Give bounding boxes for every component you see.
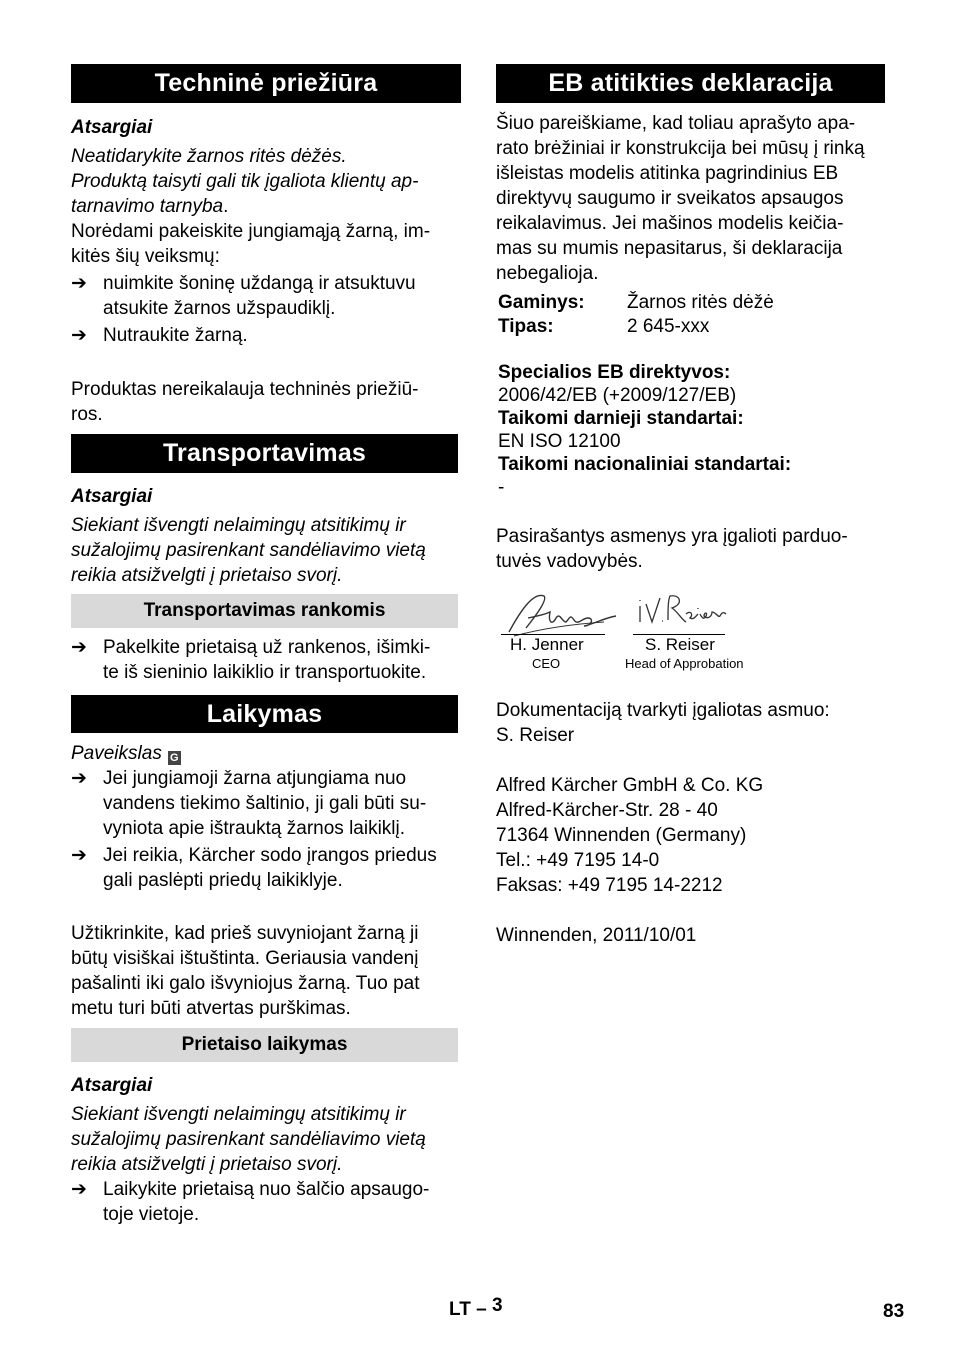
harmonised-label: Taikomi darnieji standartai:: [498, 408, 744, 429]
place-date: Winnenden, 2011/10/01: [496, 925, 697, 946]
arrow-right-icon: ➔: [71, 768, 87, 789]
signer-2-name: S. Reiser: [645, 635, 715, 654]
address-line: Alfred-Kärcher-Str. 28 - 40: [496, 800, 718, 821]
list-item-line: Laikykite prietaisą nuo šalčio apsaugo-: [103, 1179, 430, 1200]
list-item-line: vyniota apie ištrauktą žarnos laikiklį.: [103, 818, 406, 839]
intro-line: direktyvų saugumo ir sveikatos apsaugos: [496, 188, 844, 209]
caution-label: Atsargiai: [71, 486, 153, 507]
arrow-right-icon: ➔: [71, 845, 87, 866]
list-item-line: Jei jungiamoji žarna atjungiama nuo: [103, 768, 407, 789]
list-item-line: atsukite žarnos užspaudiklį.: [103, 298, 336, 319]
storage-note-line: metu turi būti atvertas purškimas.: [71, 998, 351, 1019]
signatories-note: [496, 524, 888, 574]
signer-2-role: Head of Approbation: [625, 656, 744, 671]
subheading-manual-transport: Transportavimas rankomis: [71, 594, 458, 628]
standards-block: [496, 361, 888, 499]
maintenance-note-line-1: Produktas nereikalauja techninės priežiū-: [71, 379, 419, 400]
storage-note-line: pašalinti iki galo išvyniojus žarną. Tuo pat: [71, 973, 420, 994]
national-label: Taikomi nacionaliniai standartai:: [498, 454, 792, 475]
left-column: [71, 64, 461, 1227]
address-line: Tel.: +49 7195 14-0: [496, 850, 660, 871]
intro-line: nebegalioja.: [496, 263, 599, 284]
product-info: [496, 291, 888, 339]
directives-label: Specialios EB direktyvos:: [498, 362, 731, 383]
footer-dash: –: [476, 1299, 487, 1320]
list-item: [71, 635, 461, 685]
address-line: 71364 Winnenden (Germany): [496, 825, 747, 846]
company-address: [496, 773, 888, 898]
list-item-line: Pakelkite prietaisą už rankenos, išimki-: [103, 637, 431, 658]
footer-section-page: 3: [491, 1295, 503, 1316]
type-label: Tipas:: [498, 316, 554, 337]
footer-section: [449, 1297, 503, 1322]
maintenance-text-line-2: kitės šių veiksmų:: [71, 246, 220, 267]
address-line: Faksas: +49 7195 14-2212: [496, 875, 723, 896]
list-item-line: nuimkite šoninę uždangą ir atsuktuvu: [103, 273, 416, 294]
storage-note-line: būtų visiškai ištuštinta. Geriausia vandenį: [71, 948, 419, 969]
figure-reference: [71, 741, 461, 766]
figure-label: Paveikslas: [71, 743, 162, 764]
list-item-line: toje vietoje.: [103, 1204, 200, 1225]
list-item: [71, 766, 461, 841]
figure-g-icon: G: [168, 751, 181, 765]
list-item-line: gali paslėpti priedų laikiklyje.: [103, 870, 343, 891]
arrow-right-icon: ➔: [71, 273, 87, 294]
list-item-line: Nutraukite žarną.: [103, 325, 248, 346]
heading-maintenance: Techninė priežiūra: [71, 64, 461, 103]
intro-line: rato brėžiniai ir konstrukcija bei mūsų į rinką: [496, 138, 865, 159]
intro-line: išleistas modelis atitinka pagrindinius EB: [496, 163, 839, 184]
list-item: [71, 1177, 461, 1227]
service-name: tarnavimo tarnyba: [71, 196, 224, 217]
signatories-line: Pasirašantys asmenys yra įgalioti parduo-: [496, 526, 848, 547]
signature-jenner-image: [504, 588, 619, 638]
documentation-line: S. Reiser: [496, 725, 575, 746]
caution-label: Atsargiai: [71, 1075, 153, 1096]
heading-storage: Laikymas: [71, 695, 458, 733]
directives-value: 2006/42/EB (+2009/127/EB): [498, 385, 737, 406]
maintenance-note-line-2: ros.: [71, 404, 103, 425]
maintenance-warning-line-3: [71, 194, 461, 219]
page-number: 83: [883, 1301, 905, 1322]
type-row: [498, 315, 888, 339]
product-label: Gaminys:: [498, 292, 585, 313]
transport-warning-line: sužalojimų pasirenkant sandėliavimo vietą: [71, 540, 426, 561]
storage-note-line: Užtikrinkite, kad prieš suvyniojant žarną ji: [71, 923, 419, 944]
heading-transport: Transportavimas: [71, 434, 458, 473]
subheading-device-storage: Prietaiso laikymas: [71, 1028, 458, 1062]
documentation-person: [496, 698, 888, 748]
heading-declaration: EB atitikties deklaracija: [496, 64, 885, 103]
address-line: Alfred Kärcher GmbH & Co. KG: [496, 775, 764, 796]
right-column: [496, 64, 888, 948]
arrow-right-icon: ➔: [71, 325, 87, 346]
type-value: 2 645-xxx: [627, 316, 710, 337]
storage-warning-line: sužalojimų pasirenkant sandėliavimo vietą: [71, 1129, 426, 1150]
maintenance-text-line-1: Norėdami pakeiskite jungiamąją žarną, im-: [71, 221, 431, 242]
national-value: -: [498, 477, 505, 498]
declaration-intro: [496, 111, 888, 286]
period: .: [223, 196, 229, 217]
product-row: [498, 291, 888, 315]
storage-warning-line: reikia atsižvelgti į prietaiso svorį.: [71, 1154, 343, 1175]
list-item-line: te iš sieninio laikiklio ir transportuokite.: [103, 662, 427, 683]
signatures: [496, 588, 888, 680]
list-item-line: vandens tiekimo šaltinio, ji gali būti su-: [103, 793, 427, 814]
transport-warning-line: Siekiant išvengti nelaimingų atsitikimų ir: [71, 515, 406, 536]
arrow-right-icon: ➔: [71, 1179, 87, 1200]
maintenance-warning-line-1: Neatidarykite žarnos ritės dėžės.: [71, 146, 347, 167]
list-item-line: Jei reikia, Kärcher sodo įrangos priedus: [103, 845, 437, 866]
signatories-line: tuvės vadovybės.: [496, 551, 643, 572]
signer-1-name: H. Jenner: [510, 635, 584, 654]
signature-reiser-image: [634, 590, 729, 630]
storage-warning-line: Siekiant išvengti nelaimingų atsitikimų ir: [71, 1104, 406, 1125]
list-item: [71, 843, 461, 893]
arrow-right-icon: ➔: [71, 637, 87, 658]
list-item: [71, 271, 461, 321]
caution-label: Atsargiai: [71, 117, 153, 138]
transport-warning-line: reikia atsižvelgti į prietaiso svorį.: [71, 565, 343, 586]
signer-1-role: CEO: [532, 656, 561, 671]
intro-line: mas su mumis nepasitarus, ši deklaracija: [496, 238, 843, 259]
harmonised-value: EN ISO 12100: [498, 431, 621, 452]
maintenance-warning-line-2: Produktą taisyti gali tik įgaliota klientų ap-: [71, 171, 419, 192]
product-value: Žarnos ritės dėžė: [627, 292, 774, 313]
footer-lang: LT: [449, 1299, 471, 1320]
list-item: [71, 323, 461, 348]
intro-line: Šiuo pareiškiame, kad toliau aprašyto apa-: [496, 113, 856, 134]
documentation-line: Dokumentaciją tvarkyti įgaliotas asmuo:: [496, 700, 830, 721]
intro-line: reikalavimus. Jei mašinos modelis keičia-: [496, 213, 844, 234]
